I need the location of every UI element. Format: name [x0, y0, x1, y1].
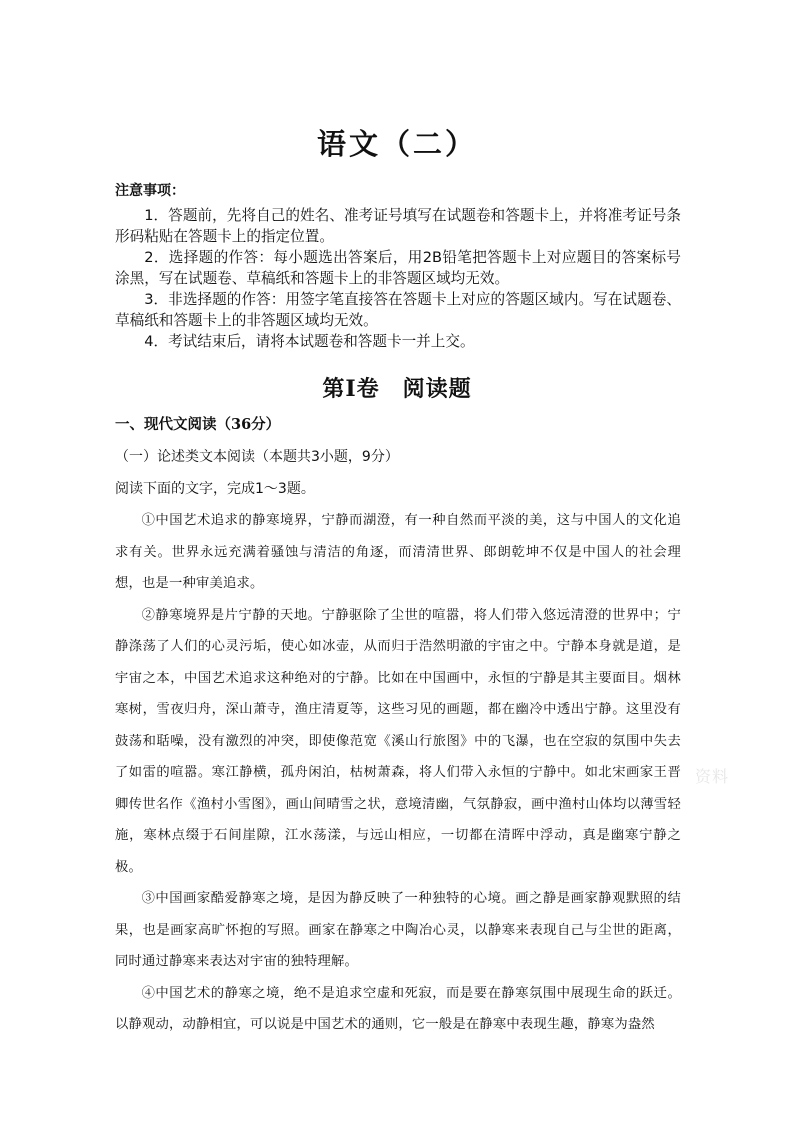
watermark: 资料 — [695, 767, 730, 786]
notice-item-4: 4．考试结束后，请将本试题卷和答题卡一并上交。 — [144, 333, 475, 350]
notice-list — [115, 205, 681, 352]
notice-item-2: 2．选择题的作答：每小题选出答案后，用2B铅笔把答题卡上对应题目的答案标号涂黑，写在试题卷、草稿纸和答题卡上的非答题区域均无效。 — [115, 249, 681, 287]
section-title: 第Ⅰ卷 阅读题 — [322, 376, 472, 402]
passage-paragraph-4: ④中国艺术的静寒之境，绝不是追求空虚和死寂，而是要在静寒氛围中展现生命的跃迁。以静观动，动静相宜，可以说是中国艺术的通则，它一般是在静寒中表现生趣，静寒为盎然 — [115, 985, 681, 1032]
notice-item-3: 3．非选择题的作答：用签字笔直接答在答题卡上对应的答题区域内。写在试题卷、草稿纸和答题卡上的非答题区域均无效。 — [115, 291, 681, 329]
reading-passage — [115, 505, 681, 1041]
passage-paragraph-1: ①中国艺术追求的静寒境界，宁静而湖澄，有一种自然而平淡的美，这与中国人的文化追求有关。世界永远充满着骚蚀与清洁的角逐，而清清世界、郎朗乾坤不仅是中国人的社会理想，也是一种审美追求。 — [115, 513, 681, 591]
passage-paragraph-2: ②静寒境界是片宁静的天地。宁静驱除了尘世的喧嚣，将人们带入悠远清澄的世界中；宁静涤荡了人们的心灵污垢，使心如冰壶，从而归于浩然明澈的宇宙之中。宁静本身就是道，是宇宙之本，中国艺术追求这种绝对的宁静。比如在中国画中，永恒的宁静是其主要面目。烟林寒树，雪夜归舟，深山萧寺，渔庄清夏等，这些习见的画题，都在幽冷中透出宁静。这里没有鼓荡和聒噪，没有激烈的冲突，即使像范宽《溪山行旅图》中的飞瀑，也在空寂的氛围中失去了如雷的喧嚣。寒江静横，孤舟闲泊，枯树萧森，将人们带入永恒的宁静中。如北宋画家王晋卿传世名作《渔村小雪图》，画山间晴雪之状，意境清幽，气氛静寂，画中渔村山体均以薄雪轻施，寒林点缀于石间崖隙，江水荡漾，与远山相应，一切都在清晖中浮动，真是幽寒宁静之极。 — [115, 607, 681, 875]
passage-paragraph-3: ③中国画家酷爱静寒之境，是因为静反映了一种独特的心境。画之静是画家静观默照的结果，也是画家高旷怀抱的写照。画家在静寒之中陶冶心灵，以静寒来表现自己与尘世的距离，同时通过静寒来表达对宇宙的独特理解。 — [115, 891, 681, 969]
sub-heading: （一）论述类文本阅读（本题共3小题，9分） — [115, 449, 399, 465]
notice-item-1: 1．答题前，先将自己的姓名、准考证号填写在试题卷和答题卡上，并将准考证号条形码粘贴在答题卡上的指定位置。 — [115, 207, 681, 245]
exam-title: 语文（二） — [316, 127, 477, 161]
notice-heading: 注意事项： — [115, 183, 185, 199]
part-heading: 一、现代文阅读（36分） — [115, 416, 281, 433]
reading-instruction: 阅读下面的文字，完成1～3题。 — [115, 481, 315, 497]
